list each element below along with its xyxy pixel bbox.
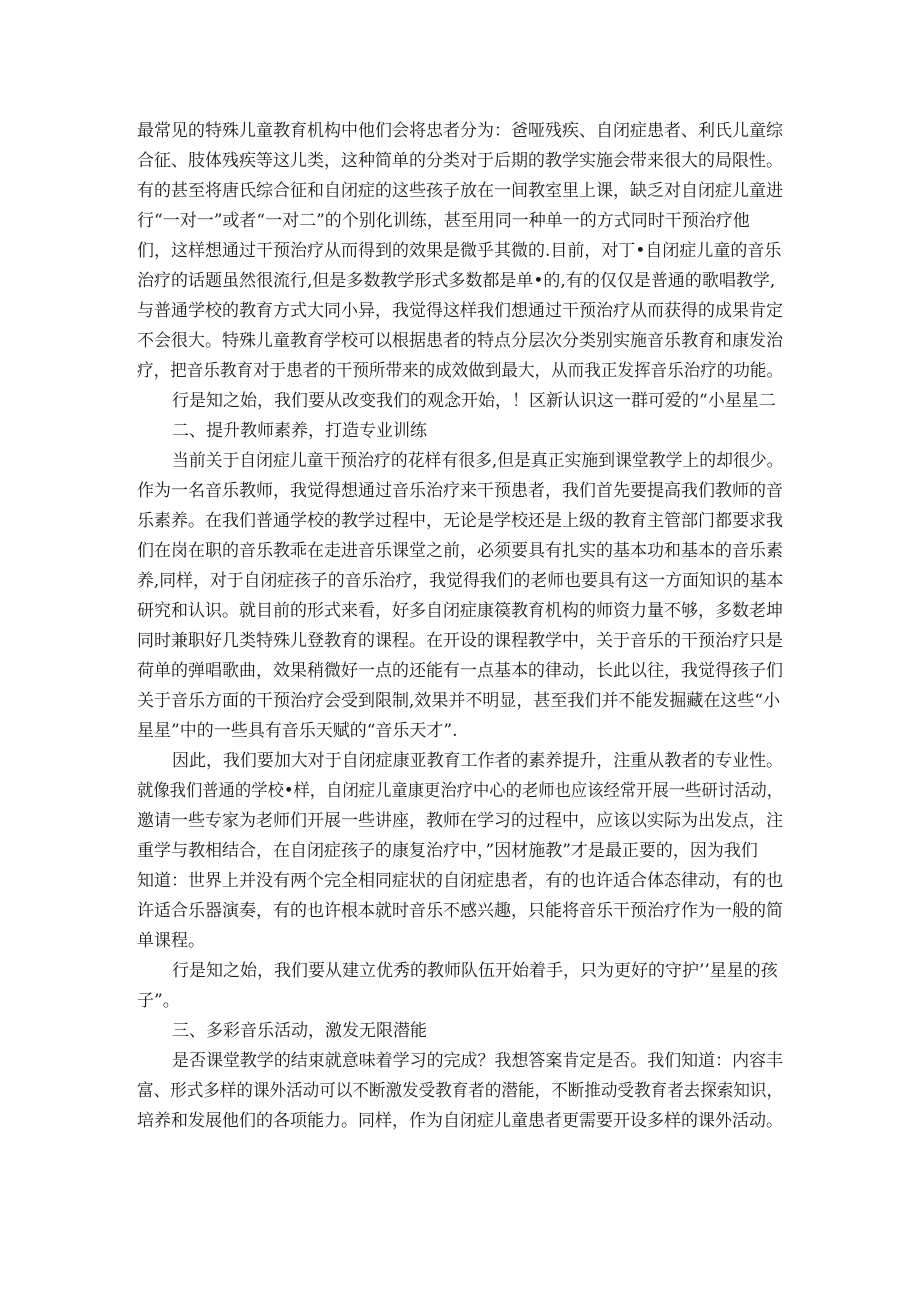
body-text-line: 们在岗在职的音乐教乖在走进音乐课堂之前，必须要具有扎实的基本功和基本的音乐素 <box>137 541 783 561</box>
paragraph-first-line: 行是知之始，我们要从建立优秀的教师队伍开始着手，只为更好的守护’’星星的孩 <box>172 961 778 981</box>
paragraph-first-line: 因此，我们要加大对于自闭症康亚教育工作者的素养提升，注重从教者的专业性。 <box>172 751 784 771</box>
paragraph-first-line: 行是知之始，我们要从改变我们的观念开始，！区新认识这一群可爱的“小星星二 <box>172 391 776 411</box>
body-text-line: 养,同样，对于自闭症孩子的音乐治疗，我觉得我们的老师也要具有这一方面知识的基本 <box>137 571 784 591</box>
body-text-line: 重学与教相结合，在自闭症孩子的康复治疗中，”因材施教”才是最正要的，因为我们 <box>137 841 758 861</box>
body-text-line: 疗，把音乐教育对于患者的干预所带来的成效做到最大，从而我正发挥音乐治疗的功能。 <box>137 361 784 381</box>
body-text-line: 许适合乐器演奏，有的也许根本就时音乐不感兴趣，只能将音乐干预治疗作为一般的简 <box>137 901 783 921</box>
body-text-line: 关于音乐方面的干预治疗会受到限制,效果并不明显，甚至我们并不能发掘藏在这些“小 <box>137 691 781 711</box>
body-text-line: 邀请一些专家为老师们开展一些讲座，教师在学习的过程中，应该以实际为出发点，注 <box>137 811 783 831</box>
body-text-line: 培养和发展他们的各项能力。同样，作为自闭症儿童患者更需要开设多样的课外活动。 <box>137 1111 783 1131</box>
body-text-line: 荷单的弹唱歌曲，效果稍微好一点的还能有一点基本的律动，长此以往，我觉得孩子们 <box>137 661 783 681</box>
body-text-line: 有的甚至将唐氏综合征和自闭症的这些孩子放在一间教室里上课，缺乏对自闭症儿童进 <box>137 181 783 201</box>
paragraph-first-line: 是否课堂教学的结束就意味着学习的完成？我想答案肯定是否。我们知道：内容丰 <box>172 1051 784 1071</box>
body-text-line: 与普通学校的教育方式大同小异，我觉得这样我们想通过干预治疗从而获得的成果肯定 <box>137 301 783 321</box>
body-text-line: 研究和认识。就目前的形式来看，好多自闭症康篌教育机构的师资力量不够，多数老坤 <box>137 601 783 621</box>
body-text-line: 单课程。 <box>137 931 205 951</box>
body-text-line: 就像我们普通的学校•样，自闭症儿童康更治疗中心的老师也应该经常开展一些研讨活动， <box>137 781 784 801</box>
body-text-line: 富、形式多样的课外活动可以不断激发受教育者的潜能，不断推动受教育者去探索知识， <box>137 1081 784 1101</box>
paragraph-first-line: 当前关于自闭症儿童干预治疗的花样有很多,但是真正实施到课堂教学上的却很少。 <box>172 451 784 471</box>
body-text-line: 合征、肢体残疾等这儿类，这种简单的分类对于后期的教学实施会带来很大的局限性。 <box>137 151 783 171</box>
body-text-line: 子”。 <box>137 991 180 1011</box>
body-text-line: 作为一名音乐教师，我觉得想通过音乐治疗来干预患者，我们首先要提高我们教师的音 <box>137 481 783 501</box>
body-text-line: 行“一对一”或者“一对二”的个别化训练，甚至用同一种单一的方式同时干预治疗他 <box>137 211 750 231</box>
section-heading: 二、提升教师素养，打造专业训练 <box>172 421 427 441</box>
body-text-line: 们，这样想通过干预治疗从而得到的效果是微乎其微的.目前，对丁•自闭症儿童的音乐 <box>137 241 782 261</box>
body-text-line: 不会很大。特殊儿童教育学校可以根据患者的特点分层次分类别实施音乐教育和康发治 <box>137 331 783 351</box>
body-text-line: 乐素养。在我们普通学校的教学过程中，无论是学校还是上级的教育主管部门都要求我 <box>137 511 783 531</box>
body-text-line: 治疗的话题虽然很流行,但是多数教学形式多数都是单•的,有的仅仅是普通的歌唱教学, <box>137 271 776 291</box>
body-text-line: 星星”中的一些具有音乐天赋的“音乐天才”. <box>137 721 458 741</box>
body-text-line: 知道：世界上并没有两个完全相同症状的自闭症患者，有的也许适合体态律动，有的也 <box>137 871 783 891</box>
section-heading: 三、多彩音乐活动，激发无限潜能 <box>172 1021 427 1041</box>
body-text-line: 同时兼职好几类特殊儿登教育的课程。在开设的课程教学中，关于音乐的干预治疗只是 <box>137 631 783 651</box>
body-text-line: 最常见的特殊儿童教育机构中他们会将忠者分为：爸哑残疾、自闭症患者、利氏儿童综 <box>137 121 783 141</box>
